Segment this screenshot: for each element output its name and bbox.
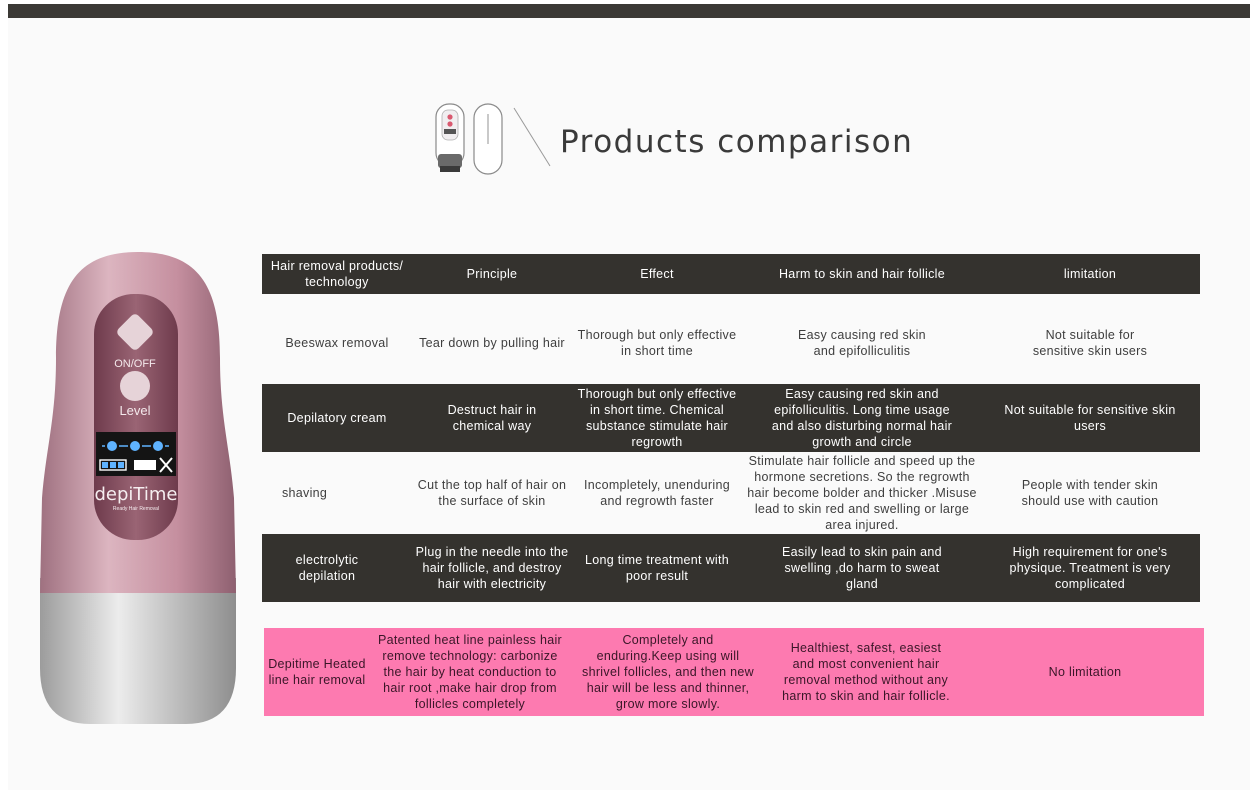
harm-cell: Easy causing red skin and epifolliculitis: [798, 328, 926, 358]
harm-cell: Easy causing red skin and epifolliculitis. Long time usage and also disturbing normal hair growth and circle: [771, 387, 953, 449]
effect-cell: Thorough but only effective in short time: [577, 328, 737, 358]
header-cell: Harm to skin and hair follicle: [778, 267, 945, 281]
page-title: Products comparison: [560, 124, 914, 160]
product-cell: Beeswax removal: [285, 336, 389, 350]
table-row: [262, 454, 1200, 532]
product-thumbnails-icon: [432, 100, 552, 180]
level-label: Level: [119, 403, 151, 418]
product-cell: electrolytic depilation: [295, 553, 359, 583]
brand-logo-text: depiTime: [94, 484, 178, 505]
effect-cell: Incompletely, unenduring and regrowth faster: [584, 478, 730, 508]
table-header-row: [262, 254, 1200, 294]
brand-tagline: Ready Hair Removal: [112, 506, 160, 512]
depitime-device-image: [36, 248, 240, 728]
table-row-highlight: [264, 628, 1204, 716]
limitation-cell: Not suitable for sensitive skin users: [1004, 403, 1176, 433]
product-cell: Depilatory cream: [287, 411, 387, 425]
product-cell: Depitime Heated line hair removal: [268, 657, 366, 687]
effect-cell: Long time treatment with poor result: [584, 553, 730, 583]
harm-cell: Easily lead to skin pain and swelling ,do harm to sweat gland: [782, 545, 942, 591]
limitation-cell: No limitation: [1048, 665, 1122, 679]
effect-cell: Completely and enduring.Keep using will shrivel follicles, and then new hair will be less and thinner, grow more slowly.: [582, 633, 754, 711]
harm-cell: Stimulate hair follicle and speed up the hormone secretions. So the regrowth hair become bolder and thicker .Misuse lead to skin red and swelling or large area injured.: [747, 454, 977, 532]
table-row: [262, 534, 1200, 602]
top-bar: [8, 4, 1250, 18]
on-off-label: ON/OFF: [114, 358, 156, 370]
product-cell: shaving: [282, 486, 328, 500]
principle-cell: Tear down by pulling hair: [419, 336, 565, 350]
principle-cell: Patented heat line painless hair remove technology: carbonize the hair by heat conduction to hair root ,make hair drop from follicles completely: [377, 633, 563, 711]
principle-cell: Cut the top half of hair on the surface of skin: [417, 478, 567, 508]
header-cell: Effect: [640, 267, 674, 281]
limitation-cell: Not suitable for sensitive skin users: [1032, 328, 1148, 358]
header-cell: Principle: [466, 267, 518, 281]
table-row: [262, 308, 1200, 378]
effect-cell: Thorough but only effective in short time. Chemical substance stimulate hair regrowth: [577, 387, 737, 449]
header-cell: Hair removal products/ technology: [270, 259, 404, 289]
principle-cell: Destruct hair in chemical way: [447, 403, 537, 433]
harm-cell: Healthiest, safest, easiest and most convenient hair removal method without any harm to skin and hair follicle.: [782, 641, 950, 703]
header-cell: limitation: [1063, 267, 1117, 281]
limitation-cell: High requirement for one's physique. Treatment is very complicated: [1009, 545, 1171, 591]
limitation-cell: People with tender skin should use with caution: [1021, 478, 1159, 508]
principle-cell: Plug in the needle into the hair follicle, and destroy hair with electricity: [415, 545, 569, 591]
table-row: [262, 384, 1200, 452]
